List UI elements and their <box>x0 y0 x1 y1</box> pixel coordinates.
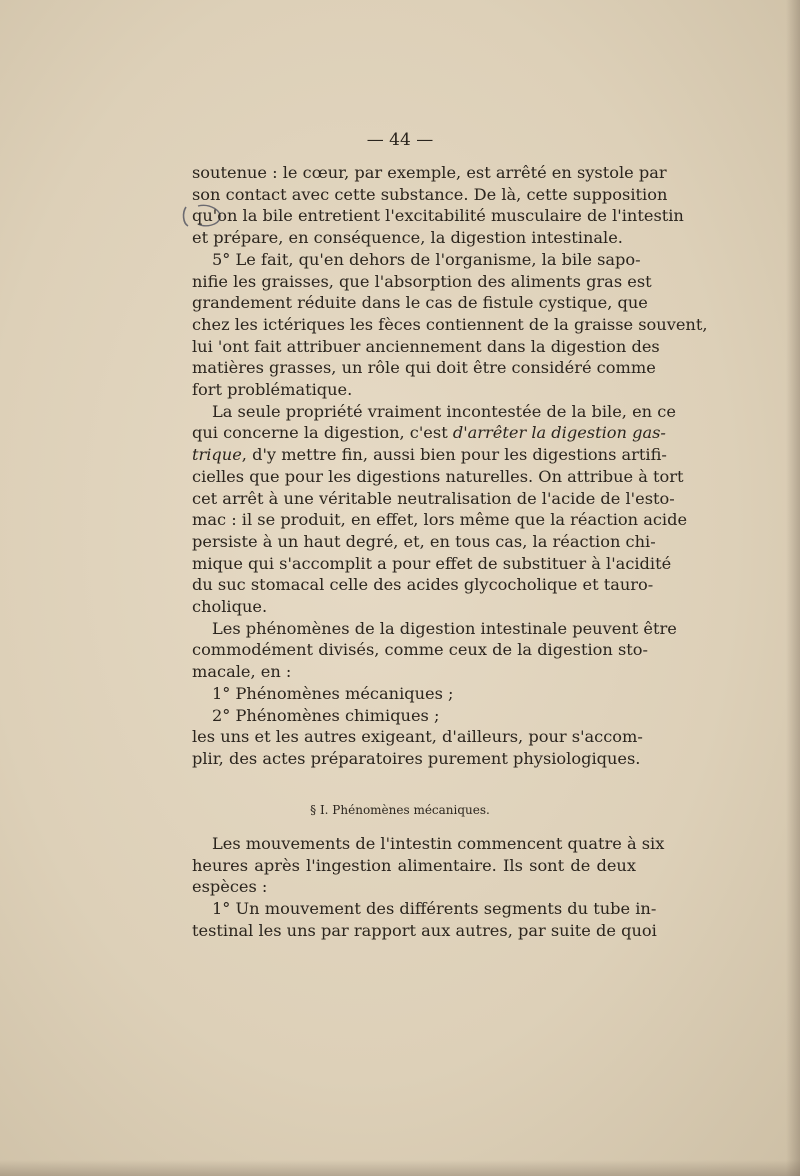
text-line: soutenue : le cœur, par exemple, est arrêté en systole par <box>192 163 667 182</box>
text-run: qui concerne la digestion, c'est <box>192 423 453 443</box>
text-line: du suc stomacal celle des acides glycocholique et tauro- <box>192 575 654 595</box>
text-line: mique qui s'accomplit a pour effet de substituer à l'acidité <box>192 553 672 573</box>
text-line: espèces : <box>192 877 268 897</box>
text-line: et prépare, en conséquence, la digestion intestinale. <box>192 228 623 248</box>
text-line: testinal les uns par rapport aux autres, par suite de quoi <box>192 920 657 940</box>
body-text-lower <box>192 833 665 942</box>
italic-run: d'arrêter la digestion gas- <box>452 423 666 443</box>
text-line: macale, en : <box>192 662 292 682</box>
text-line: qu'on la bile entretient l'excitabilité musculaire de l'intestin <box>192 206 684 226</box>
text-line: Les phénomènes de la digestion intestinale peuvent être <box>212 618 677 638</box>
list-item: 1° Phénomènes mécaniques ; <box>212 683 454 703</box>
text-run: , d'y mettre fin, aussi bien pour les digestions artifi- <box>241 445 667 465</box>
text-line: persiste à un haut degré, et, en tous cas, la réaction chi- <box>192 531 656 551</box>
text-line: grandement réduite dans le cas de fistule cystique, que <box>192 293 648 313</box>
text-line: 1° Un mouvement des différents segments du tube in- <box>212 899 657 919</box>
text-line: commodément divisés, comme ceux de la digestion sto- <box>192 640 649 660</box>
text-line: les uns et les autres exigeant, d'ailleurs, pour s'accom- <box>192 727 643 747</box>
text-line: cholique. <box>192 597 268 617</box>
page-number: — 44 — <box>366 130 434 150</box>
body-text-upper <box>192 162 708 770</box>
text-line: 5° Le fait, qu'en dehors de l'organisme, la bile sapo- <box>212 249 641 269</box>
text-line: matières grasses, un rôle qui doit être considéré comme <box>192 358 656 378</box>
text-line <box>192 422 666 444</box>
text-line: cet arrêt à une véritable neutralisation de l'acide de l'esto- <box>192 488 675 508</box>
text-line: La seule propriété vraiment incontestée de la bile, en ce <box>212 401 676 421</box>
text-line: plir, des actes préparatoires purement physiologiques. <box>192 748 641 768</box>
text-line: lui 'ont fait attribuer anciennement dans la digestion des <box>192 336 660 356</box>
text-line <box>192 444 667 466</box>
text-line: chez les ictériques les fèces contiennent de la graisse souvent, <box>192 314 708 334</box>
text-line: heures après l'ingestion alimentaire. Ils sont de deux <box>192 855 636 875</box>
text-line: mac : il se produit, en effet, lors même que la réaction acide <box>192 510 688 530</box>
italic-run: trique <box>192 445 242 465</box>
text-line: nifie les graisses, que l'absorption des aliments gras est <box>192 271 652 291</box>
text-line: cielles que pour les digestions naturelles. On attribue à tort <box>192 466 684 486</box>
text-line: fort problématique. <box>192 380 353 400</box>
text-line: Les mouvements de l'intestin commencent quatre à six <box>212 834 665 853</box>
text-line: son contact avec cette substance. De là, cette supposition <box>192 184 668 204</box>
list-item: 2° Phénomènes chimiques ; <box>212 705 440 725</box>
section-heading: § I. Phénomènes mécaniques. <box>310 803 490 817</box>
